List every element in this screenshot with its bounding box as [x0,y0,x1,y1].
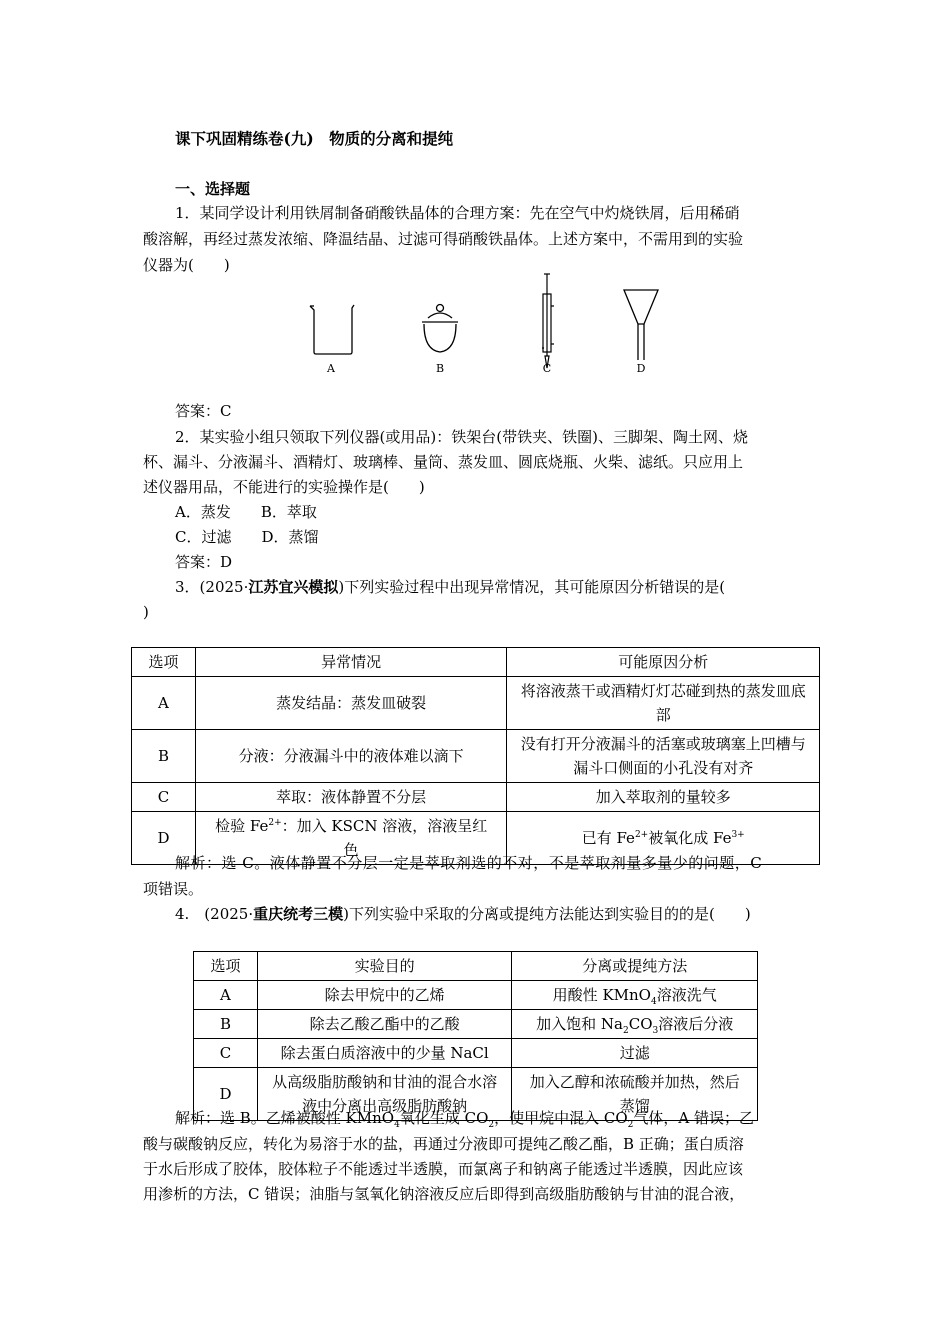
cell-option: A [132,677,196,730]
q3-prefix: 3．(2025· [175,578,249,596]
q2-options-cd: C．过滤 D．蒸馏 [175,528,319,546]
table-row [132,783,820,812]
q2-options-ab: A．蒸发 B．萃取 [175,503,317,521]
q3-source: 江苏宜兴模拟 [248,578,339,596]
table-row [194,981,758,1010]
header-case: 异常情况 [195,648,507,677]
superscript: 2+ [634,830,649,840]
q3-line-2: ) [143,603,149,621]
header-option: 选项 [132,648,196,677]
subscript: 4 [650,997,657,1007]
superscript: 2+ [268,818,282,828]
q2-line-2: 杯、漏斗、分液漏斗、酒精灯、玻璃棒、量筒、蒸发皿、圆底烧瓶、火柴、滤纸。只应用上 [143,453,744,471]
cell-reason: 加入萃取剂的量较多 [507,783,820,812]
cell-reason: 将溶液蒸干或酒精灯灯芯碰到热的蒸发皿底部 [507,677,820,730]
header-option: 选项 [194,952,258,981]
header-reason: 可能原因分析 [507,648,820,677]
q1-line-2: 酸溶解，再经过蒸发浓缩、降温结晶、过滤可得硝酸铁晶体。上述方案中，不需用到的实验 [143,230,744,248]
cell-goal: 除去乙酸乙酯中的乙酸 [257,1010,512,1039]
table-row [132,730,820,783]
text: 加入饱和 Na [536,1015,623,1033]
cell-goal: 从高级脂肪酸钠和甘油的混合水溶液中分离出高级脂肪酸钠 [257,1068,512,1121]
q4-analysis-2: 酸与碳酸钠反应，转化为易溶于水的盐，再通过分液即可提纯乙酸乙酯，B 正确；蛋白质溶 [143,1135,744,1153]
text: 被氧化成 Fe [648,829,732,847]
beaker-icon [310,305,354,354]
table-header-row [194,952,758,981]
q4-stem: )下列实验中采取的分离或提纯方法能达到实验目的的是( ) [343,905,751,923]
q4-prefix: 4. (2025· [175,905,254,923]
q2-line-1: 2．某实验小组只领取下列仪器(或用品)：铁架台(带铁夹、铁圈)、三脚架、陶土网、烧 [175,428,748,446]
text: 解析：选 B。乙烯被酸性 KMnO [175,1109,395,1127]
cell-option: A [194,981,258,1010]
text: 溶液后分液 [658,1015,734,1033]
subscript: 3 [652,1026,659,1036]
cell-case: 蒸发结晶：蒸发皿破裂 [195,677,507,730]
condenser-icon [542,274,554,368]
cell-option: C [132,783,196,812]
subscript: 4 [394,1120,400,1130]
header-goal: 实验目的 [257,952,512,981]
table-row [132,677,820,730]
subscript: 2 [627,1120,634,1130]
q1-line-3: 仪器为( ) [143,256,230,274]
q4-line-1 [175,902,751,926]
evaporating-dish-icon [422,305,458,353]
q4-analysis-3: 于水后形成了胶体，胶体粒子不能透过半透膜，而氯离子和钠离子能透过半透膜，因此应该 [143,1160,744,1178]
text: CO [628,1015,653,1033]
cell-option: C [194,1039,258,1068]
page-title: 课下巩固精练卷(九) 物质的分离和提纯 [175,129,454,148]
cell-method: 过滤 [512,1039,758,1068]
cell-method [512,1010,758,1039]
cell-option: B [132,730,196,783]
text: 检验 Fe [215,817,269,835]
text: 气体，A 错误；乙 [633,1109,754,1127]
text: 用酸性 KMnO [552,986,651,1004]
table-row [194,1039,758,1068]
q3-table [131,647,820,865]
subscript: 2 [488,1120,495,1130]
q3-stem: )下列实验过程中出现异常情况，其可能原因分析错误的是( [338,578,726,596]
q2-line-3: 述仪器用品，不能进行的实验操作是( ) [143,478,425,496]
cell-reason: 没有打开分液漏斗的活塞或玻璃塞上凹槽与漏斗口侧面的小孔没有对齐 [507,730,820,783]
table-row [194,1010,758,1039]
cell-goal: 除去蛋白质溶液中的少量 NaCl [257,1039,512,1068]
figure-label-d: D [636,362,646,375]
cell-method: 加入乙醇和浓硫酸并加热，然后蒸馏 [512,1068,758,1121]
text: ，使甲烷中混入 CO [494,1109,628,1127]
figure-label-c: C [542,362,552,375]
apparatus-drawing [300,270,660,380]
q4-source: 重庆统考三模 [253,905,344,923]
funnel-icon [624,290,658,360]
q2-answer: 答案：D [175,553,233,571]
cell-option: D [194,1068,258,1121]
cell-case: 萃取：液体静置不分层 [195,783,507,812]
cell-option: B [194,1010,258,1039]
q1-answer: 答案：C [175,402,232,420]
text: 已有 Fe [581,829,635,847]
text: ：加入 KSCN 溶液，溶液呈红色 [281,817,488,859]
q4-analysis-4: 用渗析的方法，C 错误；油脂与氢氧化钠溶液反应后即得到高级脂肪酸钠与甘油的混合液， [143,1185,745,1203]
cell-goal: 除去甲烷中的乙烯 [257,981,512,1010]
cell-case: 分液：分液漏斗中的液体难以滴下 [195,730,507,783]
subscript: 2 [622,1026,629,1036]
q4-analysis-1 [175,1106,754,1130]
header-method: 分离或提纯方法 [512,952,758,981]
text: 氧化生成 CO [399,1109,489,1127]
cell-option: D [132,812,196,865]
figure-label-a: A [327,362,335,375]
cell-method [512,981,758,1010]
section-heading: 一、选择题 [175,180,251,198]
superscript: 3+ [731,830,745,840]
q1-apparatus-figure [300,270,660,380]
figure-label-b: B [435,362,445,375]
table-header-row [132,648,820,677]
text: 溶液洗气 [656,986,717,1004]
q3-analysis-2: 项错误。 [143,880,204,898]
q1-line-1: 1．某同学设计利用铁屑制备硝酸铁晶体的合理方案：先在空气中灼烧铁屑，后用稀硝 [175,204,740,222]
q3-analysis-1: 解析：选 C。液体静置不分层一定是萃取剂选的不对，不是萃取剂量多量少的问题，C [175,854,763,872]
q3-line-1 [175,575,725,599]
q4-table [193,951,758,1121]
